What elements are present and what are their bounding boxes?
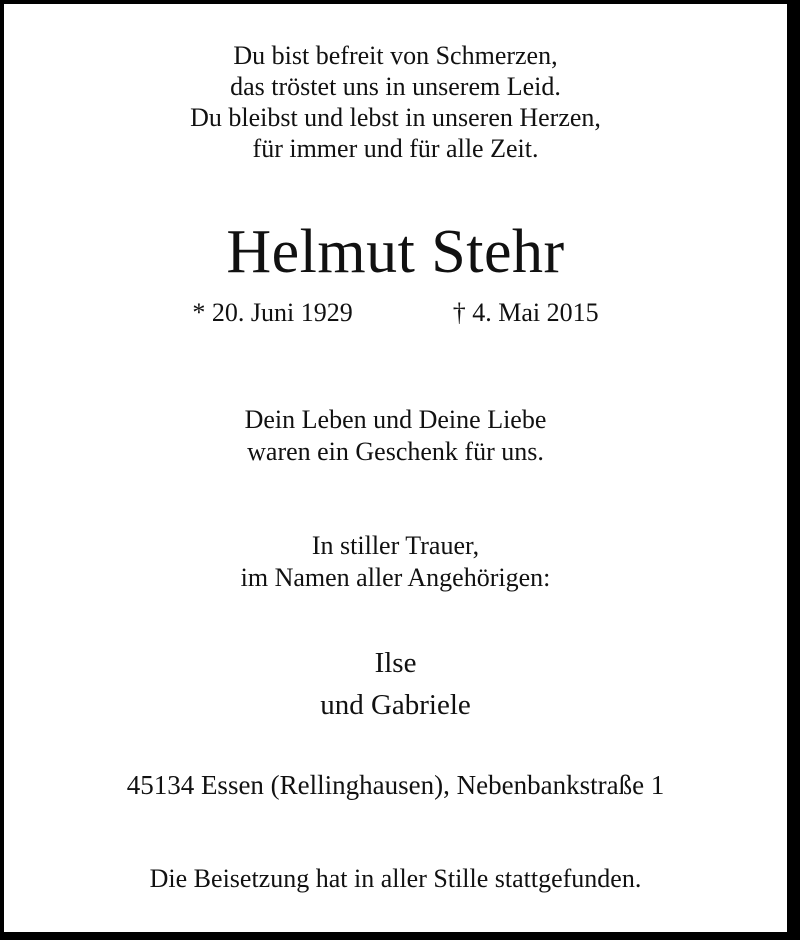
tribute-line: waren ein Geschenk für uns.	[247, 437, 544, 466]
mourning-line: In stiller Trauer,	[311, 531, 480, 560]
death-date: † 4. Mai 2015	[452, 298, 599, 327]
mourning-line: im Namen aller Angehörigen:	[240, 563, 551, 592]
birth-date: * 20. Juni 1929	[192, 298, 353, 327]
mourner-names	[4, 642, 787, 726]
deceased-name: Helmut Stehr	[226, 218, 565, 286]
poem-line: Du bleibst und lebst in unseren Herzen,	[190, 103, 601, 132]
poem-line: das tröstet uns in unserem Leid.	[230, 72, 561, 101]
address-line: 45134 Essen (Rellinghausen), Nebenbankstraße 1	[126, 770, 665, 800]
condolence-poem	[4, 4, 787, 164]
mourning-statement	[4, 530, 787, 594]
closing-line: Die Beisetzung hat in aller Stille stattgefunden.	[149, 864, 642, 893]
life-dates	[4, 298, 787, 328]
poem-line: Du bist befreit von Schmerzen,	[233, 41, 558, 70]
mourner-name: Ilse	[374, 647, 417, 679]
poem-line: für immer und für alle Zeit.	[252, 134, 539, 163]
tribute-line: Dein Leben und Deine Liebe	[244, 405, 547, 434]
obituary-content	[4, 4, 787, 932]
mourner-name: und Gabriele	[320, 689, 471, 721]
tribute-text	[4, 404, 787, 468]
